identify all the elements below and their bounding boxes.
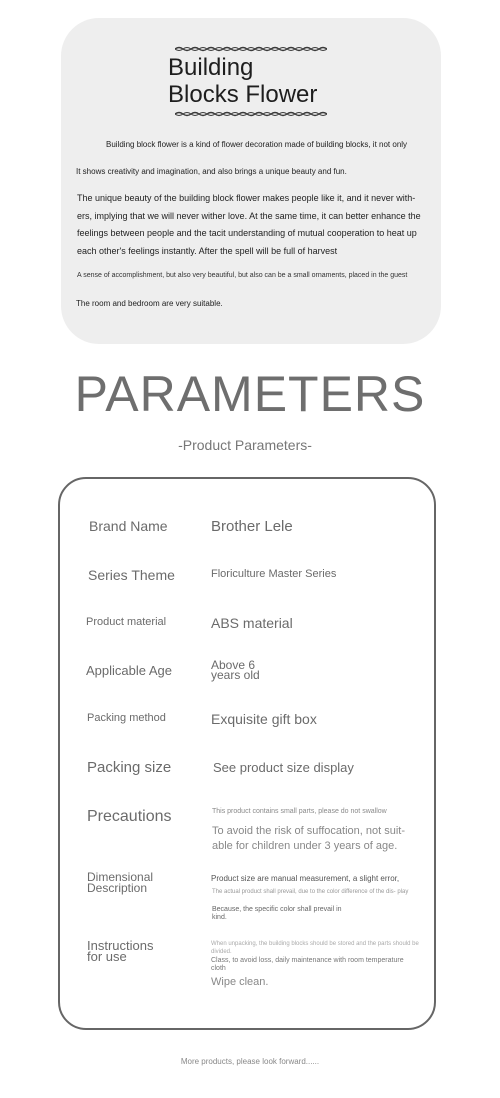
brand-name-value: Brother Lele bbox=[211, 518, 293, 535]
dimensional-description-label bbox=[87, 872, 153, 894]
packing-size-label: Packing size bbox=[87, 759, 172, 776]
packing-method-value: Exquisite gift box bbox=[211, 711, 317, 727]
ornament-divider-top bbox=[175, 46, 327, 52]
intro-paragraph-1: Building block flower is a kind of flower decoration made of building blocks, it not only bbox=[106, 140, 408, 149]
packing-size-value: See product size display bbox=[213, 760, 354, 775]
dimensional-description-value-line3: Because, the specific color shall prevail in kind. bbox=[212, 906, 342, 921]
intro-title-line1: Building bbox=[168, 54, 254, 81]
intro-paragraph-4: A sense of accomplishment, but also very beautiful, but also can be a small ornaments, placed in the guest bbox=[77, 272, 408, 279]
dimensional-description-value-line1: Product size are manual measurement, a slight error, bbox=[211, 874, 400, 883]
ornament-divider-bottom bbox=[175, 111, 327, 117]
applicable-age-value bbox=[211, 660, 260, 680]
series-theme-value: Floriculture Master Series bbox=[211, 568, 337, 580]
instructions-for-use-label bbox=[87, 940, 153, 962]
instructions-for-use-label-line2: for use bbox=[87, 949, 127, 964]
parameters-subheading: -Product Parameters- bbox=[178, 437, 312, 453]
brand-name-label: Brand Name bbox=[89, 518, 168, 534]
instructions-for-use-value-line1: When unpacking, the building blocks should be stored and the parts should be divided. bbox=[211, 941, 419, 955]
instructions-for-use-value-line2: Class, to avoid loss, daily maintenance with room temperature cloth bbox=[211, 957, 404, 972]
applicable-age-value-line1: Above 6 bbox=[211, 658, 256, 672]
series-theme-label: Series Theme bbox=[88, 567, 175, 583]
product-material-label: Product material bbox=[86, 616, 167, 628]
instructions-for-use-value-line3: Wipe clean. bbox=[211, 976, 269, 988]
intro-title bbox=[168, 54, 317, 108]
applicable-age-label: Applicable Age bbox=[86, 663, 173, 678]
applicable-age-value-line2: years old bbox=[211, 668, 260, 682]
precautions-label: Precautions bbox=[87, 808, 172, 825]
intro-paragraph-3: The unique beauty of the building block flower makes people like it, and it never with- ers, implying that we will never wither love. At the same time, it can better enhance the feelings between people and the tacit understanding of mutual cooperation to heat up each other's feelings instantly. After the spell will be full of harvest bbox=[77, 193, 421, 256]
footer-text: More products, please look forward...... bbox=[180, 1057, 320, 1066]
precautions-value-line1: This product contains small parts, please do not swallow bbox=[212, 808, 387, 815]
packing-method-label: Packing method bbox=[87, 712, 166, 724]
instructions-for-use-label-line1: Instructions bbox=[87, 938, 154, 953]
dimensional-description-label-line1: Dimensional bbox=[87, 870, 154, 884]
parameters-heading: PARAMETERS bbox=[74, 366, 426, 422]
intro-paragraph-2: It shows creativity and imagination, and also brings a unique beauty and fun. bbox=[76, 167, 347, 176]
dimensional-description-label-line2: Description bbox=[87, 881, 148, 895]
product-material-value: ABS material bbox=[211, 615, 293, 631]
intro-title-line2: Blocks Flower bbox=[168, 81, 318, 108]
dimensional-description-value-line2: The actual product shall prevail, due to the color difference of the dis- play bbox=[212, 889, 409, 895]
intro-paragraph-5: The room and bedroom are very suitable. bbox=[76, 299, 223, 308]
precautions-value-line2: To avoid the risk of suffocation, not suit- able for children under 3 years of age. bbox=[212, 825, 406, 852]
